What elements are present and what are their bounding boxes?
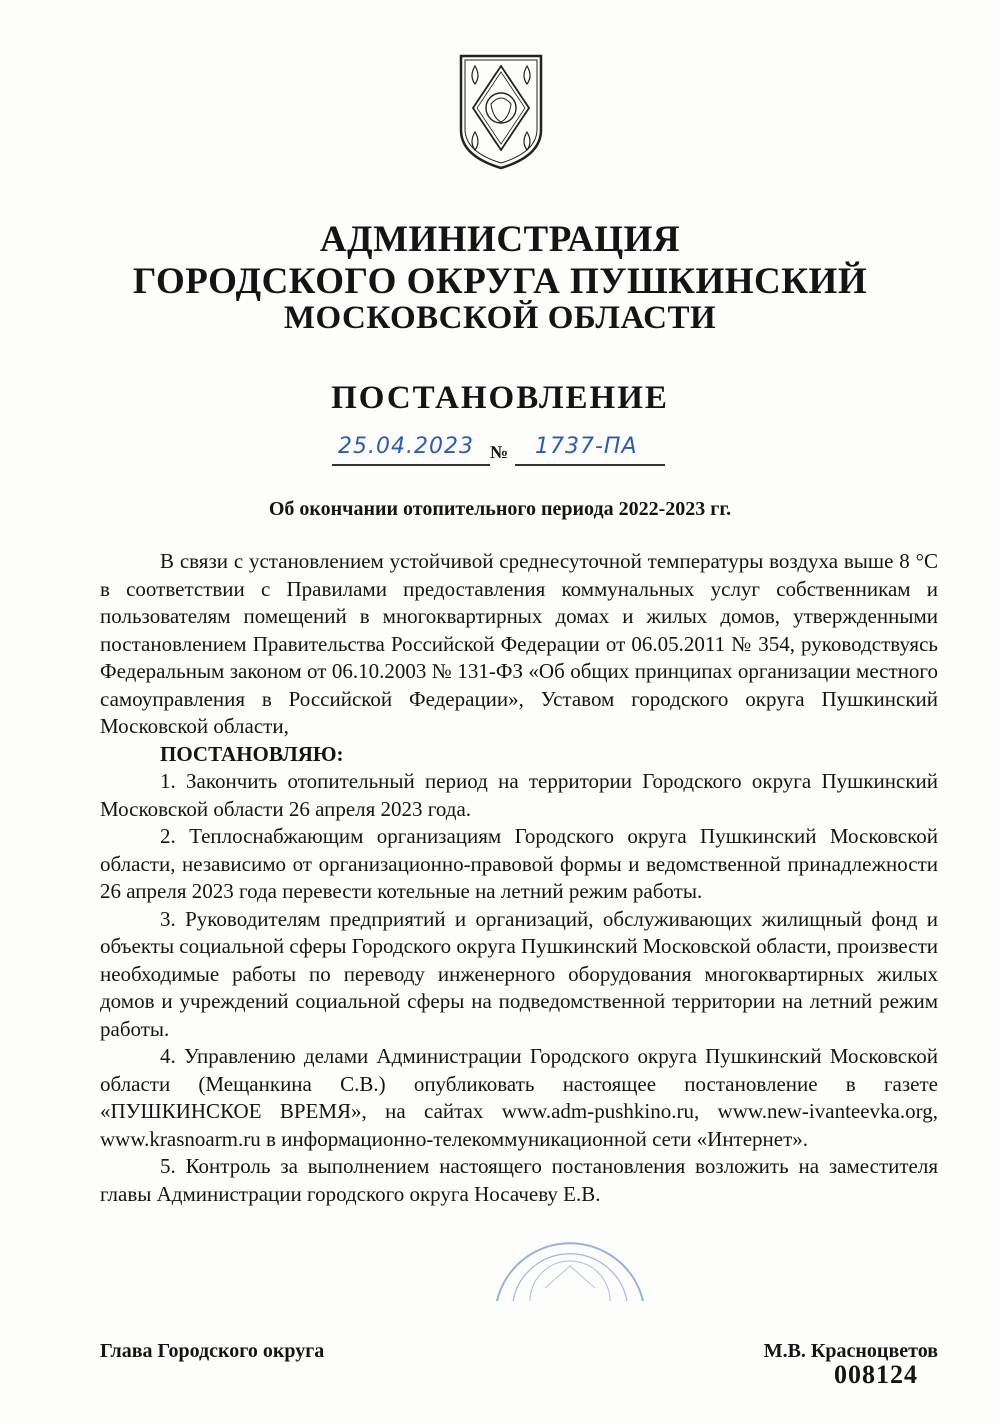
- header-line-1: АДМИНИСТРАЦИЯ: [319, 219, 681, 260]
- decree-item-4: 4. Управлению делами Администрации Городского округа Пушкинский Московской области (Мещанкина С.В.) опубликовать настоящее постановление в газете «ПУШКИНСКОЕ ВРЕМЯ», на сайтах www.adm-pushkino.ru, www.new-ivanteevka.org, www.krasnoarm.ru в информационно-телекоммуникационной сети «Интернет».: [100, 1044, 938, 1151]
- decree-item-3: 3. Руководителям предприятий и организаций, обслуживающих жилищный фонд и объекты социальной сферы Городского округа Пушкинский Московской области, произвести необходимые работы по переводу инженерного оборудования многоквартирных жилых домов и учреждений социальной сферы на подведомственной территории на летний режим работы.: [100, 906, 939, 1041]
- serial-number: 008124: [834, 1360, 918, 1389]
- header-line-3: МОСКОВСКОЙ ОБЛАСТИ: [283, 300, 717, 336]
- date-number-line: [330, 434, 690, 470]
- decree-body: [100, 548, 938, 1208]
- document-type-title: ПОСТАНОВЛЕНИЕ: [331, 380, 669, 416]
- official-stamp: [485, 1196, 655, 1306]
- decree-item-5: 5. Контроль за выполнением настоящего постановления возложить на заместителя главы Администрации городского округа Носачеву Е.В.: [100, 1154, 938, 1206]
- signatory-position: Глава Городского округа: [100, 1340, 325, 1362]
- decree-word: ПОСТАНОВЛЯЮ:: [160, 741, 344, 766]
- decree-date: 25.04.2023: [338, 434, 474, 459]
- number-sign: №: [490, 442, 509, 462]
- number-underline: [515, 464, 665, 466]
- header-line-2: ГОРОДСКОГО ОКРУГА ПУШКИНСКИЙ: [132, 261, 868, 302]
- decree-subject: Об окончании отопительного периода 2022-2023 гг.: [268, 498, 732, 520]
- decree-number: 1737-ПА: [535, 434, 638, 459]
- preamble-paragraph: В связи с установлением устойчивой среднесуточной температуры воздуха выше 8 °С в соответствии с Правилами предоставления коммунальных услуг собственникам и пользователям помещений в многоквартирных домах и жилых домов, утвержденными постановлением Правительства Российской Федерации от 06.05.2011 № 354, руководствуясь Федеральным законом от 06.10.2003 № 131-ФЗ «Об общих принципах организации местного самоуправления в Российской Федерации», Уставом городского округа Пушкинский Московской области,: [100, 549, 938, 738]
- signatory-name: М.В. Красноцветов: [763, 1340, 938, 1362]
- coat-of-arms-emblem: [455, 52, 547, 172]
- date-underline: [332, 464, 490, 466]
- decree-item-2: 2. Теплоснабжающим организациям Городского округа Пушкинский Московской области, независимо от организационно-правовой формы и ведомственной принадлежности 26 апреля 2023 года перевести котельные на летний режим работы.: [100, 824, 938, 903]
- decree-item-1: 1. Закончить отопительный период на территории Городского округа Пушкинский Московской области 26 апреля 2023 года.: [100, 769, 938, 821]
